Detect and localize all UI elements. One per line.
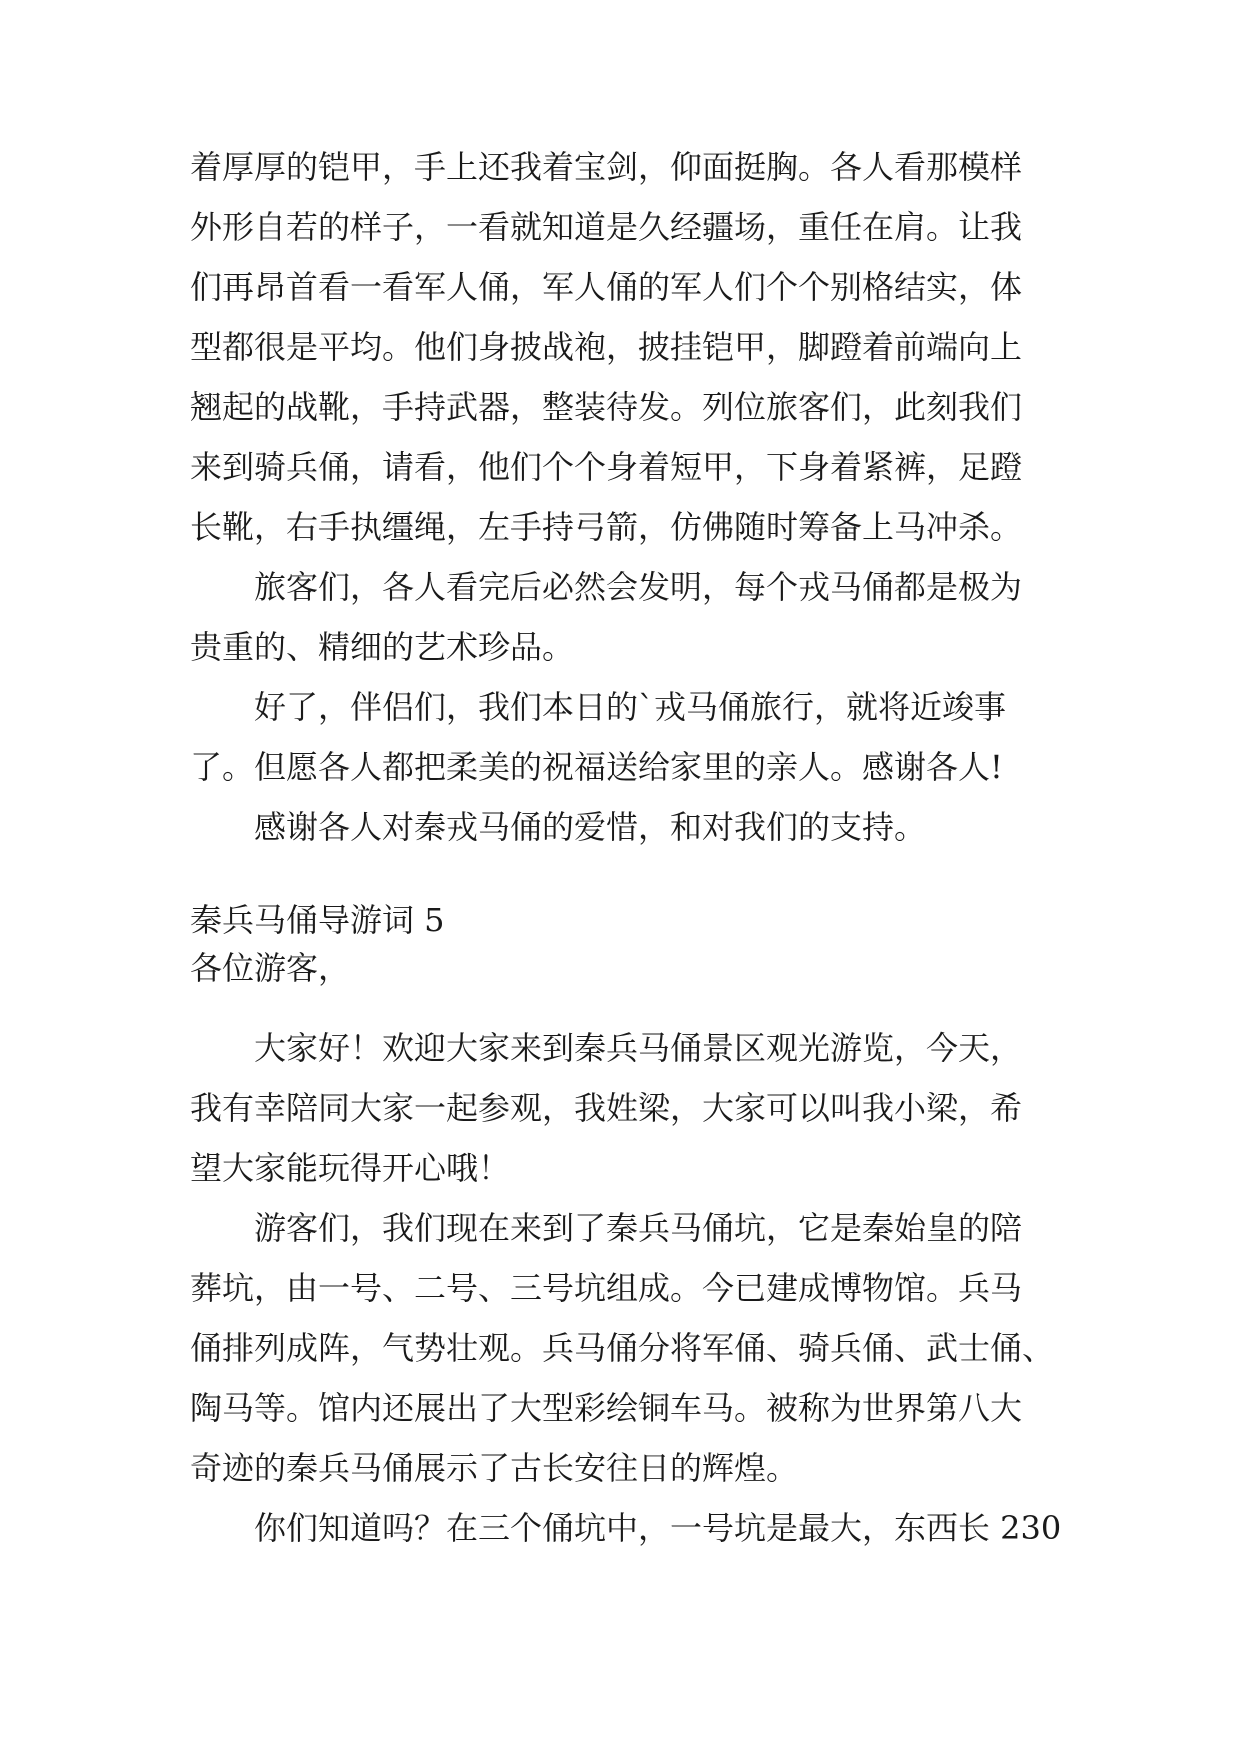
section-b-header [190,896,1060,992]
text-line: 外形自若的样子，一看就知道是久经疆场，重任在肩。让我 [190,208,1023,246]
text-line: 感谢各人对秦戎马俑的爱惜，和对我们的支持。 [254,808,927,846]
text-line: 着厚厚的铠甲，手上还我着宝剑，仰面挺胸。各人看那模样 [190,148,1023,186]
text-line: 游客们，我们现在来到了秦兵马俑坑，它是秦始皇的陪 [254,1209,1023,1247]
text-line: 俑排列成阵，气势壮观。兵马俑分将军俑、骑兵俑、武士俑、 [190,1329,1055,1367]
text-line: 陶马等。馆内还展出了大型彩绘铜车马。被称为世界第八大 [190,1389,1023,1427]
text-line: 了。但愿各人都把柔美的祝福送给家里的亲人。感谢各人! [190,748,1003,786]
greeting-line: 各位游客， [190,949,351,987]
text-line: 们再昂首看一看军人俑，军人俑的军人们个个别格结实，体 [190,268,1023,306]
text-line: 型都很是平均。他们身披战袍，披挂铠甲，脚蹬着前端向上 [190,328,1023,366]
text-line: 来到骑兵俑，请看，他们个个身着短甲，下身着紧裤，足蹬 [190,448,1023,486]
text-line: 贵重的、精细的艺术珍品。 [190,628,575,666]
text-line: 长靴，右手执缰绳，左手持弓箭，仿佛随时筹备上马冲杀。 [190,508,1023,546]
text-line: 翘起的战靴，手持武器，整装待发。列位旅客们，此刻我们 [190,388,1023,426]
text-section-a [190,137,1060,857]
text-section-b [190,1018,1060,1558]
text-line: 大家好！欢迎大家来到秦兵马俑景区观光游览，今天， [254,1029,1023,1067]
text-line: 望大家能玩得开心哦！ [190,1149,511,1187]
text-line: 你们知道吗？在三个俑坑中，一号坑是最大，东西长 230 [254,1509,1062,1547]
text-line: 葬坑，由一号、二号、三号坑组成。今已建成博物馆。兵马 [190,1269,1023,1307]
text-line: 好了，伴侣们，我们本日的`戎马俑旅行，就将近竣事 [254,688,1007,726]
text-line: 旅客们，各人看完后必然会发明，每个戎马俑都是极为 [254,568,1023,606]
text-line: 奇迹的秦兵马俑展示了古长安往日的辉煌。 [190,1449,799,1487]
section-title: 秦兵马俑导游词 5 [190,901,445,939]
text-line: 我有幸陪同大家一起参观，我姓梁，大家可以叫我小梁，希 [190,1089,1023,1127]
